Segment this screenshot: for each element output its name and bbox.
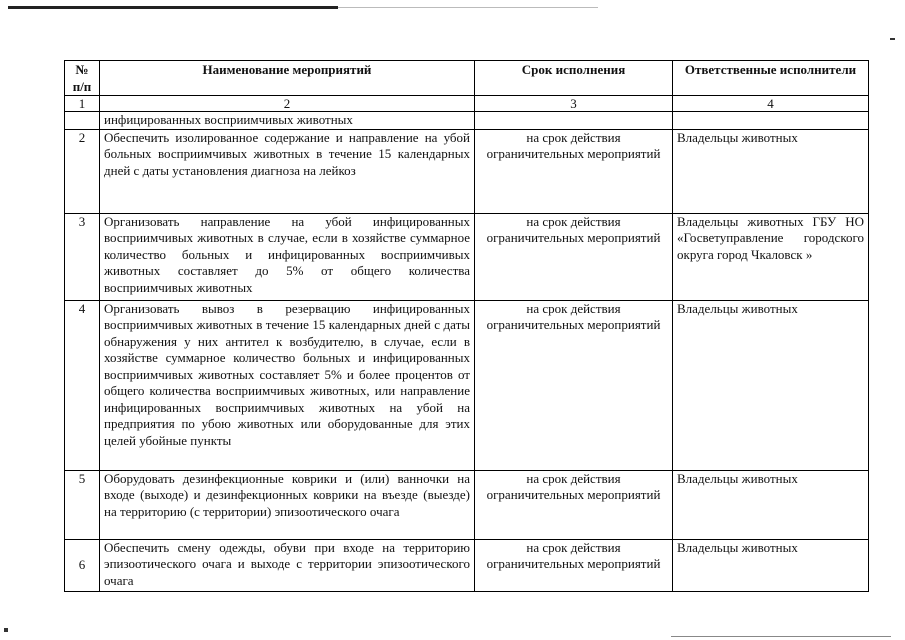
column-number: 2 bbox=[100, 96, 475, 112]
top-rule-faint bbox=[338, 7, 598, 8]
row-num bbox=[65, 112, 100, 130]
row-num: 4 bbox=[65, 300, 100, 470]
row-term: на срок действия ограничительных мероприятий bbox=[475, 213, 673, 300]
row-num: 6 bbox=[65, 539, 100, 591]
table-row bbox=[65, 300, 869, 470]
row-term: на срок действия ограничительных мероприятий bbox=[475, 300, 673, 470]
row-name: Организовать направление на убой инфицированных восприимчивых животных в случае, если в хозяйстве суммарное количество больных и инфицированных восприимчивых животных составляет до 5% от общего количества восприимчивых животных bbox=[100, 213, 475, 300]
table-row bbox=[65, 213, 869, 300]
row-term: на срок действия ограничительных мероприятий bbox=[475, 129, 673, 213]
header-term: Срок исполнения bbox=[475, 61, 673, 96]
column-number: 4 bbox=[673, 96, 869, 112]
row-name: инфицированных восприимчивых животных bbox=[100, 112, 475, 130]
row-num: 2 bbox=[65, 129, 100, 213]
row-resp: Владельцы животных bbox=[673, 129, 869, 213]
bottom-rule bbox=[671, 636, 891, 637]
column-numbering-row bbox=[65, 96, 869, 112]
row-resp bbox=[673, 112, 869, 130]
row-term: на срок действия ограничительных мероприятий bbox=[475, 470, 673, 539]
header-resp: Ответственные исполнители bbox=[673, 61, 869, 96]
table-row bbox=[65, 470, 869, 539]
header-name: Наименование мероприятий bbox=[100, 61, 475, 96]
table-header-row bbox=[65, 61, 869, 96]
top-rule bbox=[8, 6, 338, 9]
table-row bbox=[65, 129, 869, 213]
row-resp: Владельцы животных bbox=[673, 470, 869, 539]
row-name: Обеспечить смену одежды, обуви при входе на территорию эпизоотического очага и выходе с территории эпизоотического очага bbox=[100, 539, 475, 591]
row-num: 5 bbox=[65, 470, 100, 539]
row-num: 3 bbox=[65, 213, 100, 300]
row-term bbox=[475, 112, 673, 130]
measures-table bbox=[64, 60, 869, 592]
column-number: 1 bbox=[65, 96, 100, 112]
row-term: на срок действия ограничительных мероприятий bbox=[475, 539, 673, 591]
row-resp: Владельцы животных bbox=[673, 539, 869, 591]
margin-mark bbox=[4, 628, 8, 632]
header-num: № п/п bbox=[65, 61, 100, 96]
column-number: 3 bbox=[475, 96, 673, 112]
row-name: Организовать вывоз в резервацию инфицированных восприимчивых животных в течение 15 календарных дней с даты обнаружения у них антител к возбудителю, в случае, если в хозяйстве суммарное количество больных и инфицированных восприимчивых животных составляет 5% и более процентов от общего количества восприимчивых животных, или направление инфицированных восприимчивых животных на убой на предприятия по убою животных или оборудованные для этих целей убойные пункты bbox=[100, 300, 475, 470]
table-row bbox=[65, 539, 869, 591]
row-resp: Владельцы животных bbox=[673, 300, 869, 470]
margin-mark bbox=[890, 38, 895, 40]
row-name: Обеспечить изолированное содержание и направление на убой больных восприимчивых животных в течение 15 календарных дней с даты установления диагноза на лейкоз bbox=[100, 129, 475, 213]
row-name: Оборудовать дезинфекционные коврики и (или) ванночки на входе (выходе) и дезинфекционных коврики на въезде (выезде) на территорию (с территории) эпизоотического очага bbox=[100, 470, 475, 539]
table-row-continuation bbox=[65, 112, 869, 130]
row-resp: Владельцы животных ГБУ НО «Госветуправление городского округа город Чкаловск » bbox=[673, 213, 869, 300]
